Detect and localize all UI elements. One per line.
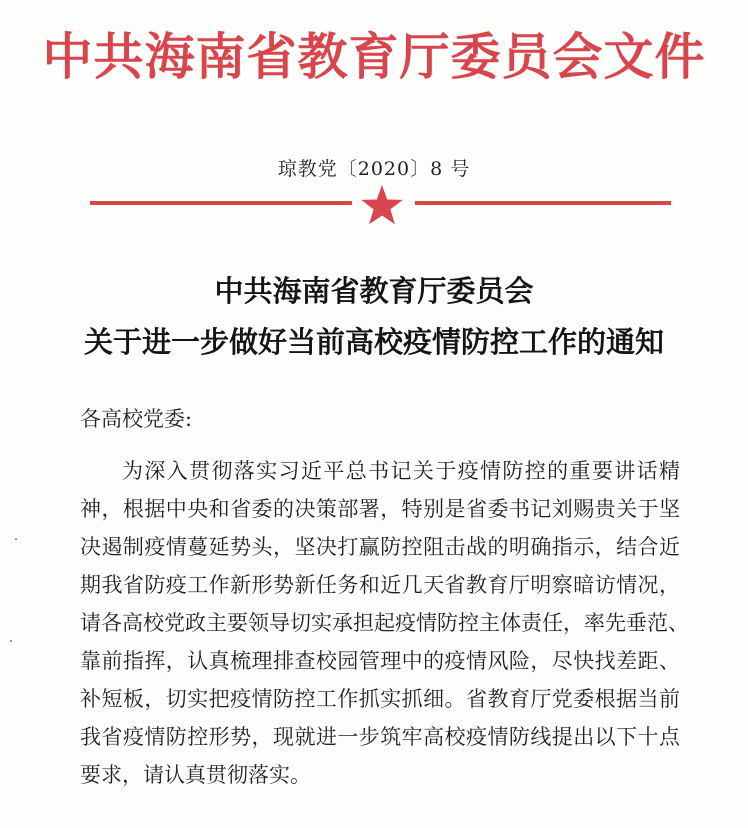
star-icon xyxy=(360,184,404,226)
body-text-line: 神，根据中央和省委的决策部署，特别是省委书记刘赐贵关于坚 xyxy=(80,497,680,521)
document-title-line-2: 关于进一步做好当前高校疫情防控工作的通知 xyxy=(83,325,664,359)
body-text-line: 为深入贯彻落实习近平总书记关于疫情防控的重要讲话精 xyxy=(122,459,680,483)
body-text-line: 请各高校党政主要领导切实承担起疫情防控主体责任，率先垂范、 xyxy=(80,611,689,635)
body-text-line: 要求，请认真贯彻落实。 xyxy=(80,763,311,787)
body-text-line: 补短板，切实把疫情防控工作抓实抓细。省教育厅党委根据当前 xyxy=(80,687,680,711)
red-rule-right xyxy=(415,201,671,205)
red-rule-left xyxy=(90,201,352,205)
body-text-line: 靠前指挥，认真梳理排查校园管理中的疫情风险，尽快找差距、 xyxy=(80,649,680,673)
issuer-header-title: 中共海南省教育厅委员会文件 xyxy=(42,27,706,86)
scan-speck xyxy=(15,538,17,540)
document-title-line-1: 中共海南省教育厅委员会 xyxy=(214,274,534,308)
body-text-line: 期我省防疫工作新形势新任务和近几天省教育厅明察暗访情况， xyxy=(80,573,680,597)
salutation: 各高校党委: xyxy=(80,407,193,431)
scan-speck xyxy=(10,640,12,642)
body-text-line: 我省疫情防控形势，现就进一步筑牢高校疫情防线提出以下十点 xyxy=(80,725,680,749)
document-number: 琼教党〔2020〕8 号 xyxy=(277,158,471,180)
body-text-line: 决遏制疫情蔓延势头，坚决打赢防控阻击战的明确指示，结合近 xyxy=(80,535,680,559)
